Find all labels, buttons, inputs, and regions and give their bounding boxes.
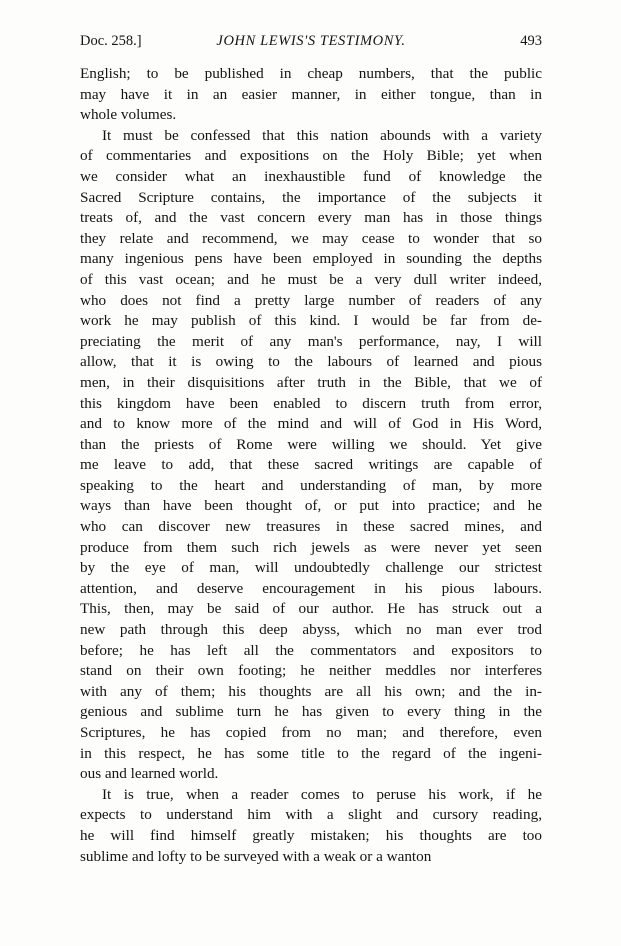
page-number: 493 <box>520 33 542 49</box>
text-line: than the priests of Rome were willing we should. Yet give <box>80 435 542 453</box>
paragraph <box>80 785 542 867</box>
text-line: me leave to add, that these sacred writings are capable of <box>80 456 542 474</box>
text-line: It is true, when a reader comes to peruse his work, if he <box>102 785 542 803</box>
text-line: of commentaries and expositions on the Holy Bible; yet when <box>80 147 542 165</box>
running-header <box>80 30 542 52</box>
text-line: ous and learned world. <box>80 765 219 783</box>
text-line: they relate and recommend, we may cease to wonder that so <box>80 229 542 247</box>
paragraph <box>80 126 542 785</box>
text-line: new path through this deep abyss, which no man ever trod <box>80 621 542 639</box>
text-line: with any of them; his thoughts are all his own; and the in- <box>80 682 542 700</box>
text-line: by the eye of man, will undoubtedly challenge our strictest <box>80 559 542 577</box>
text-line: It must be confessed that this nation abounds with a variety <box>102 126 542 144</box>
text-line: who does not find a pretty large number of readers of any <box>80 291 542 309</box>
text-line: expects to understand him with a slight and cursory reading, <box>80 806 542 824</box>
text-line: men, in their disquisitions after truth in the Bible, that we of <box>80 373 542 391</box>
text-line: whole volumes. <box>80 106 177 124</box>
text-line: before; he has left all the commentators and expositors to <box>80 641 542 659</box>
text-line: who can discover new treasures in these sacred mines, and <box>80 518 542 536</box>
text-line: Scriptures, he has copied from no man; and therefore, even <box>80 724 542 741</box>
document-number: Doc. 258.] <box>80 33 142 49</box>
text-line: genious and sublime turn he has given to every thing in the <box>80 703 542 721</box>
text-line: Sacred Scripture contains, the importance of the subjects it <box>80 188 542 206</box>
text-line: sublime and lofty to be surveyed with a weak or a wanton <box>80 847 432 865</box>
text-line: this kingdom have been enabled to discern truth from error, <box>80 394 542 412</box>
text-line: may have it in an easier manner, in either tongue, than in <box>80 85 542 103</box>
text-line: speaking to the heart and understanding of man, by more <box>80 476 542 494</box>
text-line: in this respect, he has some title to the regard of the ingeni- <box>80 744 542 762</box>
text-line: we consider what an inexhaustible fund of knowledge the <box>80 167 542 185</box>
text-line: attention, and deserve encouragement in his pious labours. <box>80 579 542 597</box>
text-line: many ingenious pens have been employed in sounding the depths <box>80 250 542 268</box>
text-line: stand on their own footing; he neither meddles nor interferes <box>80 662 542 680</box>
body-text <box>80 64 542 867</box>
text-line: allow, that it is owing to the labours of learned and pious <box>80 353 542 371</box>
running-title: JOHN LEWIS'S TESTIMONY. <box>216 33 406 49</box>
text-line: preciating the merit of any man's performance, nay, I will <box>80 332 542 350</box>
text-line: This, then, may be said of our author. He has struck out a <box>80 600 542 618</box>
text-line: he will find himself greatly mistaken; his thoughts are too <box>80 826 542 844</box>
text-line: of this vast ocean; and he must be a very dull writer indeed, <box>80 270 542 288</box>
text-line: produce from them such rich jewels as were never yet seen <box>80 538 542 556</box>
text-line: work he may publish of this kind. I would be far from de- <box>80 312 542 330</box>
text-line: and to know more of the mind and will of God in His Word, <box>80 415 542 433</box>
paragraph <box>80 64 542 126</box>
text-line: treats of, and the vast concern every man has in those things <box>80 209 542 227</box>
text-line: ways than have been thought of, or put into practice; and he <box>80 497 542 515</box>
text-line: English; to be published in cheap numbers, that the public <box>80 65 542 82</box>
